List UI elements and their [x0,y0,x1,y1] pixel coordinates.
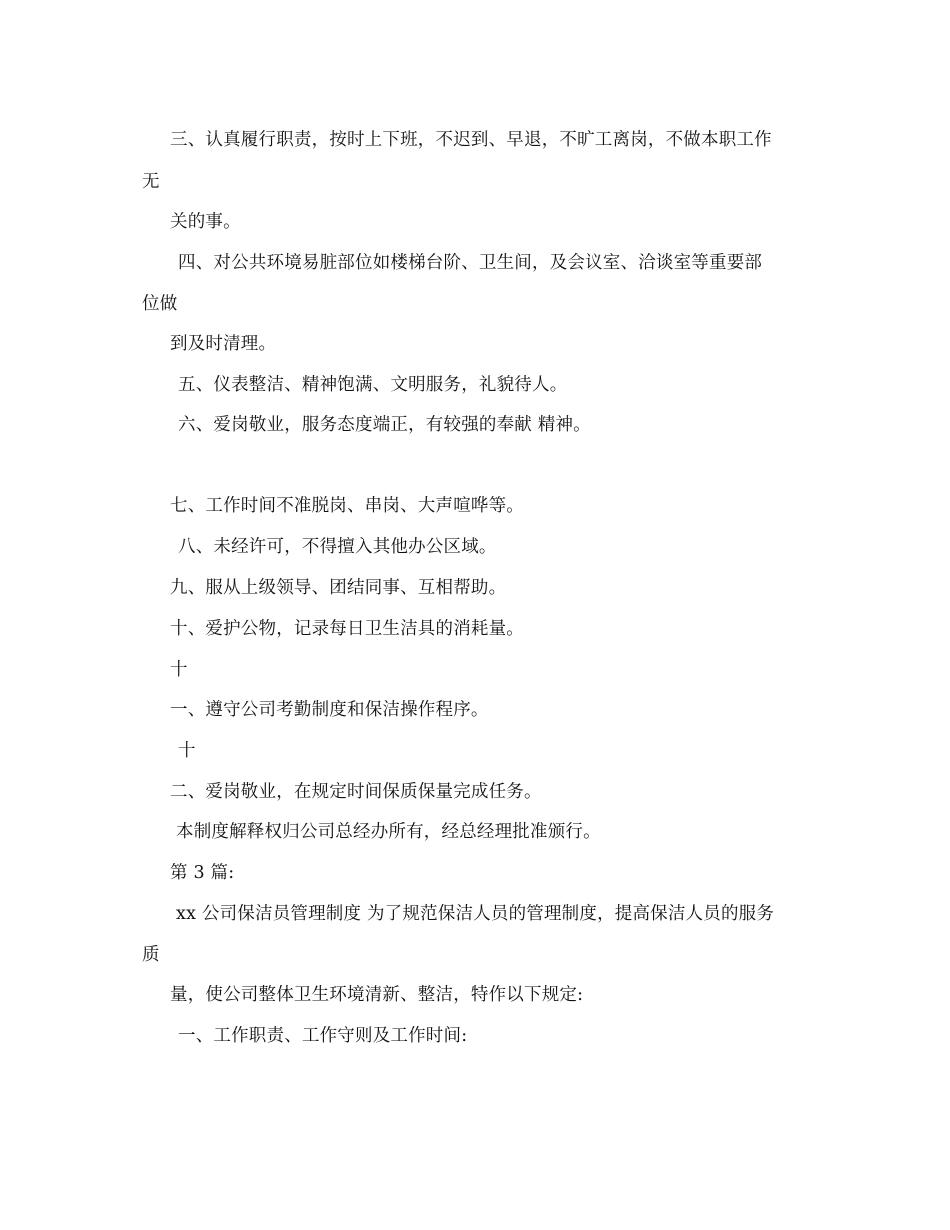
text-line: 一、工作职责、工作守则及工作时间: [178,1026,468,1046]
text-line: 质 [142,945,160,965]
text-line: 九、服从上级领导、团结同事、互相帮助。 [170,578,507,598]
text-line: 二、爱岗敬业，在规定时间保质保量完成任务。 [170,782,542,802]
text-line: 一、遵守公司考勤制度和保洁操作程序。 [170,700,489,720]
text-line: 无 [142,172,160,192]
text-line: 八、未经许可，不得擅入其他办公区域。 [178,537,497,557]
text-line: 本制度解释权归公司总经办所有，经总经理批准颁行。 [176,822,601,842]
text-line: 三、认真履行职责，按时上下班，不迟到、早退，不旷工离岗，不做本职工作 [170,130,772,150]
text-line: 五、仪表整洁、精神饱满、文明服务，礼貌待人。 [178,375,568,395]
text-line: 位做 [142,294,178,314]
text-line: xx 公司保洁员管理制度 为了规范保洁人员的管理制度，提高保洁人员的服务 [176,904,775,924]
text-line: 到及时清理。 [170,334,277,354]
text-line: 十 [178,741,196,761]
text-line: 十 [170,660,188,680]
text-line: 关的事。 [170,212,241,232]
text-line: 四、对公共环境易脏部位如楼梯台阶、卫生间，及会议室、洽谈室等重要部 [178,253,763,273]
text-line: 七、工作时间不准脱岗、串岗、大声喧哗等。 [170,496,524,516]
text-line: 第 3 篇: [170,863,235,883]
text-line: 十、爱护公物，记录每日卫生洁具的消耗量。 [170,619,524,639]
text-line: 量，使公司整体卫生环境清新、整洁，特作以下规定: [170,985,584,1005]
text-line: 六、爱岗敬业，服务态度端正，有较强的奉献 精神。 [178,415,591,435]
